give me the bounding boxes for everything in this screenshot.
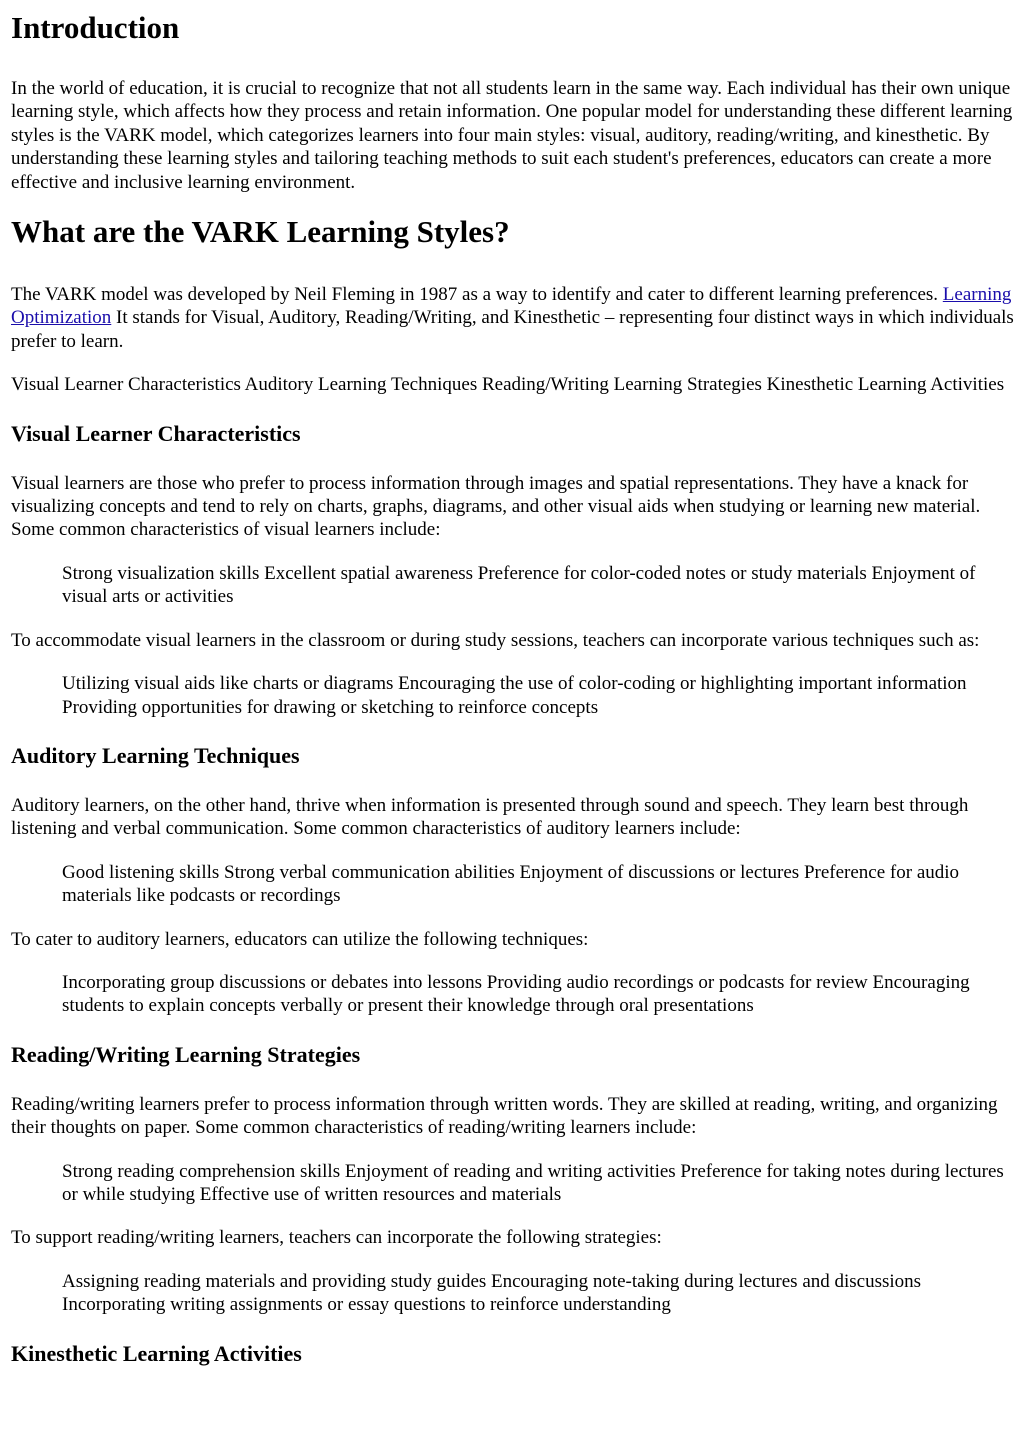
vark-styles-line: Visual Learner Characteristics Auditory Learning Techniques Reading/Writing Learning Strategies Kinesthetic Learning Activities	[11, 374, 1005, 396]
vark-paragraph-start: The VARK model was developed by Neil Fleming in 1987 as a way to identify and cater to different learning preferences.	[11, 284, 943, 306]
introduction-paragraph: In the world of education, it is crucial to recognize that not all students learn in the same way. Each individual has their own unique learning style, which affects how they process and retain information. One popular model for understanding these different learning styles is the VARK model, which categorizes learners into four main styles: visual, auditory, reading/writing, and kinesthetic. By understanding these learning styles and tailoring teaching methods to suit each student's preferences, educators can create a more effective and inclusive learning environment.	[11, 78, 1013, 193]
visual-accommodate: To accommodate visual learners in the classroom or during study sessions, teachers can incorporate various techniques such as:	[11, 629, 980, 651]
reading-writing-support: To support reading/writing learners, teachers can incorporate the following strategies:	[11, 1227, 662, 1249]
learning-optimization-link[interactable]: Learning Optimization	[11, 284, 1012, 329]
visual-traits: Strong visualization skills Excellent spatial awareness Preference for color-coded notes or study materials Enjoyment of visual arts or activities	[62, 562, 976, 608]
introduction-heading: Introduction	[11, 10, 180, 45]
visual-heading: Visual Learner Characteristics	[11, 420, 301, 446]
auditory-techniques: Incorporating group discussions or debates into lessons Providing audio recordings or podcasts for review Encouraging students to explain concepts verbally or present their knowledge through oral presentations	[62, 971, 970, 1017]
auditory-intro: Auditory learners, on the other hand, thrive when information is presented through sound and speech. They learn best through listening and verbal communication. Some common characteristics of auditory learners include:	[11, 794, 969, 840]
vark-paragraph-end: It stands for Visual, Auditory, Reading/Writing, and Kinesthetic – representing four distinct ways in which individuals prefer to learn.	[11, 307, 1014, 352]
reading-writing-strategies: Assigning reading materials and providing study guides Encouraging note-taking during lectures and discussions Incorporating writing assignments or essay questions to reinforce understanding	[62, 1270, 922, 1316]
reading-writing-heading: Reading/Writing Learning Strategies	[11, 1041, 361, 1067]
auditory-cater: To cater to auditory learners, educators can utilize the following techniques:	[11, 928, 589, 950]
reading-writing-traits: Strong reading comprehension skills Enjoyment of reading and writing activities Preference for taking notes during lectures or while studying Effective use of written resources and materials	[62, 1160, 1004, 1205]
auditory-traits: Good listening skills Strong verbal communication abilities Enjoyment of discussions or lectures Preference for audio materials like podcasts or recordings	[62, 861, 960, 907]
visual-intro: Visual learners are those who prefer to process information through images and spatial representations. They have a knack for visualizing concepts and tend to rely on charts, graphs, diagrams, and other visual aids when studying or learning new material. Some common characteristics of visual learners include:	[11, 472, 981, 541]
vark-heading: What are the VARK Learning Styles?	[11, 214, 510, 250]
kinesthetic-heading: Kinesthetic Learning Activities	[11, 1340, 302, 1366]
visual-techniques: Utilizing visual aids like charts or diagrams Encouraging the use of color-coding or highlighting important information Providing opportunities for drawing or sketching to reinforce concepts	[62, 673, 967, 718]
auditory-heading: Auditory Learning Techniques	[11, 742, 300, 768]
reading-writing-intro: Reading/writing learners prefer to process information through written words. They are skilled at reading, writing, and organizing their thoughts on paper. Some common characteristics of reading/writing learners include:	[11, 1093, 998, 1139]
vark-paragraph	[11, 283, 1014, 353]
